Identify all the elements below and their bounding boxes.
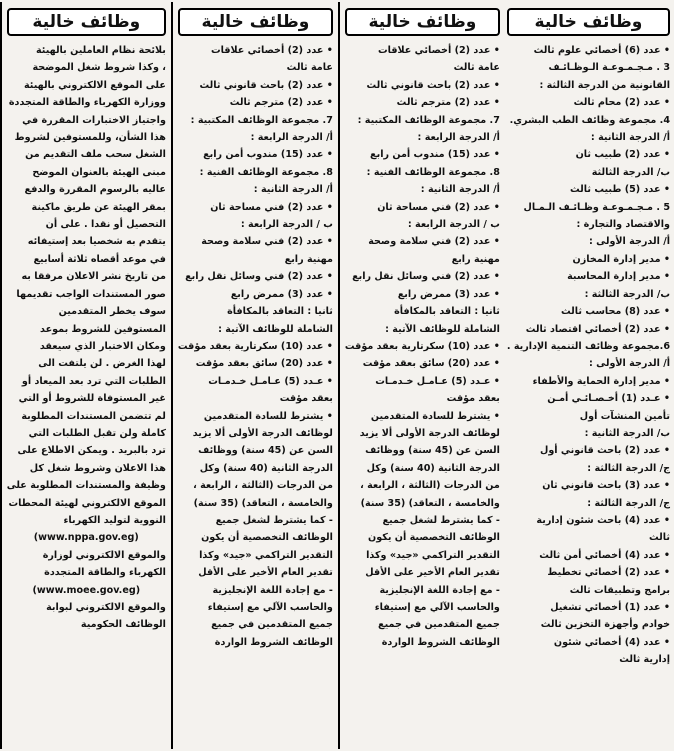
text-line: 7. مجموعة الوظائف المكتبية : <box>190 114 333 126</box>
text-line: والحاسب الآلي مع إستيفاء <box>374 602 500 613</box>
text-line: ترد بالبريد . ويمكن الاطلاع على <box>17 445 166 457</box>
text-line: ب/ الدرجة الثالثة <box>591 166 670 178</box>
text-line: • يشترط للسادة المتقدمين <box>370 410 500 422</box>
text-line: ج/ الدرجة الثالثة : <box>587 462 670 474</box>
text-line: عامة ثالث <box>453 62 500 74</box>
text-line: • عدد (2) فني مساحة ثان <box>377 201 500 213</box>
text-line: • عدد (10) سكرتارية بعقد مؤقت <box>344 340 500 352</box>
header-title: وظائف خالية <box>534 12 643 32</box>
text-line: • عدد (8) محاسب ثالث <box>561 306 670 318</box>
text-line: بمقر الهيئة عن طريق ماكينة <box>31 201 166 213</box>
text-line: • عدد (2) باحث قانوني ثالث <box>366 79 500 91</box>
text-line: • عدد (4) أخصائي أمن ثالث <box>539 549 670 561</box>
text-line: التقدير التراكمي «جيد» وكذا <box>366 549 500 561</box>
text-line: والخامسة ، التعاقد) (35 سنة) <box>360 497 500 509</box>
text-line: هذا الشأن، وللمستوفين لشروط <box>14 132 166 144</box>
text-line: والموقع الالكتروني لبوابة <box>46 602 166 613</box>
text-line: 8. مجموعة الوظائف الفنية : <box>199 166 333 178</box>
text-line: ثانيا : التعاقد بالمكافأة <box>227 306 333 318</box>
text-line: 6.مجموعة وظائف التنمية الإدارية . <box>506 340 670 352</box>
text-line: ج/ الدرجة الثالثة : <box>587 497 670 509</box>
text-line: • مدير إدارة المحاسبة <box>567 271 670 283</box>
text-line: • عدد (3) باحث قانوني ثان <box>542 480 670 492</box>
text-line: السن عن (45 سنة) ووظائف <box>365 445 500 457</box>
text-line: ، وكذا شروط شغل الموضحة <box>32 62 166 74</box>
text-line: لم تتضمن المستندات المطلوبة <box>21 410 166 422</box>
text-line: أ/ الدرجة الثانية : <box>420 184 500 196</box>
text-line: ثانيا : التعاقد بالمكافأة <box>394 306 500 318</box>
text-line: • عدد (2) فني مساحة ثان <box>210 201 333 213</box>
text-line: • عدد (2) مترجم ثالث <box>229 97 333 109</box>
text-line: التحصيل أو نقدا . على أن <box>45 219 166 231</box>
text-line: النووية لتوليد الكهرباء <box>63 514 166 526</box>
text-line: غير المستوفاة للشروط أو التي <box>18 393 166 405</box>
text-line: ووزارة الكهرباء والطاقة المتجددة <box>8 97 166 109</box>
column-header <box>345 8 500 36</box>
text-line: والحاسب الآلي مع إستيفاء <box>207 602 333 613</box>
text-line: القانونية من الدرجة الثالثة : <box>539 79 670 91</box>
text-line: • عدد (4) أخصائي شئون <box>553 636 670 648</box>
column-2 <box>338 2 502 749</box>
text-line: - كما يشترط لشغل جميع <box>382 514 500 526</box>
text-line: • عدد (2) فني وسائل نقل رابع <box>352 271 500 283</box>
column-3 <box>171 2 335 749</box>
text-line: • عـدد (5) عـامـل خـدمـات <box>208 375 333 387</box>
text-line: أ/ الدرجة الرابعة : <box>250 132 333 144</box>
text-line: الموقع الالكتروني لهيئة المحطات <box>8 497 166 509</box>
text-line: مبنى الهيئة بالعنوان الموضح <box>32 166 166 178</box>
text-line: • عدد (4) باحث شئون إدارية <box>536 514 670 526</box>
text-line: في موعد أقصاه ثلاثة أسابيع <box>33 253 166 265</box>
column-4 <box>0 2 168 749</box>
text-line: • عدد (2) أخصائي علاقات <box>377 45 500 56</box>
text-line: تقدير العام الأخير على الأقل <box>198 567 333 579</box>
text-line: • عدد (20) سائق بعقد مؤقت <box>362 358 500 370</box>
text-line: • عدد (2) طبيب ثان <box>575 149 670 161</box>
text-line: ب/ الدرجة الثالثة : <box>584 288 670 300</box>
text-line: الوظائف الحكومية <box>80 619 166 631</box>
text-line: الوظائف الشروط الواردة <box>214 636 333 648</box>
text-line: التقدير التراكمي «جيد» وكذا <box>199 549 333 561</box>
text-line: • عدد (3) ممرض رابع <box>230 288 333 300</box>
text-line: الشاملة للوظائف الآتية : <box>218 323 333 335</box>
text-line: • عدد (15) مندوب أمن رابع <box>370 149 500 161</box>
text-line: والموقع الالكتروني لوزارة <box>42 549 166 561</box>
text-line: الشغل سحب ملف التقديم من <box>25 149 166 161</box>
text-line: لوظائف الدرجة الأولى ألا يزيد <box>359 427 500 439</box>
text-line: ب/ الدرجة الثانية : <box>584 427 670 439</box>
text-line: 3 . مـجـمـوعـة الـوظـائـف <box>548 62 670 74</box>
text-line: • عدد (2) أخصائي تخطيط <box>547 567 670 579</box>
header-title: وظائف خالية <box>201 12 310 32</box>
text-line: 8. مجموعة الوظائف الفنية : <box>366 166 500 178</box>
text-line: - كما يشترط لشغل جميع <box>215 514 333 526</box>
text-line: والاقتصاد والتجارة : <box>576 219 670 231</box>
text-line: 4. مجموعة وظائف الطب البشري. <box>509 114 670 126</box>
text-line: جميع المتقدمين في جميع <box>211 619 333 631</box>
text-line: الدرجة الثانية (40 سنة) وكل <box>366 462 500 474</box>
text-line: 5 . مـجـمـوعـة وظـائـف الـمـال <box>523 201 670 213</box>
text-line[interactable]: (www.nppa.gov.eg) <box>33 532 139 544</box>
text-line: صور المستندات الواجب تقديمها <box>16 288 166 300</box>
text-line: ثالث <box>649 532 670 544</box>
newspaper-page <box>6 0 674 751</box>
column-body <box>5 42 168 749</box>
text-line: عاليه بالرسوم المقررة والدفع <box>24 184 166 196</box>
text-line: • عدد (2) فني سلامة وصحة <box>201 236 333 248</box>
text-line: • عدد (1) أخصائي تشغيل <box>550 602 670 613</box>
text-line: أ/ الدرجة الأولى : <box>588 236 670 248</box>
text-line: أ/ الدرجة الثانية : <box>253 184 333 196</box>
text-line: عامة ثالث <box>286 62 333 74</box>
text-line: أ/ الدرجة الثانية : <box>590 132 670 144</box>
text-line: - مع إجادة اللغة الإنجليزية <box>212 584 333 596</box>
text-line: • عـدد (5) عـامـل خـدمـات <box>375 375 500 387</box>
text-line: بعقد مؤقت <box>279 393 333 405</box>
column-body <box>176 42 335 749</box>
text-line: ومكان الاختبار الذي سيعقد <box>39 340 166 352</box>
text-line: • عدد (6) أخصائي علوم ثالث <box>533 45 670 56</box>
text-line: وظيفة والمستندات المطلوبة على <box>6 480 166 492</box>
text-line: على الموقع الالكتروني بالهيئة <box>23 79 166 91</box>
header-title: وظائف خالية <box>32 12 141 32</box>
text-line: • عدد (2) أخصائي اقتصاد ثالث <box>525 323 670 335</box>
text-line: • عدد (2) فني وسائل نقل رابع <box>185 271 333 283</box>
text-line: مهنية رابع <box>284 253 333 265</box>
text-line: • عدد (20) سائق بعقد مؤقت <box>195 358 333 370</box>
text-line[interactable]: (www.moee.gov.eg) <box>32 584 141 596</box>
text-line: السن عن (45 سنة) ووظائف <box>198 445 333 457</box>
text-line: بلائحة نظام العاملين بالهيئة <box>35 45 166 56</box>
text-line: المستوفين للشروط بموعد <box>40 323 166 335</box>
text-line: • عدد (2) باحث قانوني ثالث <box>199 79 333 91</box>
text-line: لهذا الغرض . لن يلتفت الى <box>38 358 166 370</box>
column-header <box>7 8 166 36</box>
text-line: خوادم وأجهزة التخزين ثالث <box>540 619 670 631</box>
text-line: ب / الدرجة الرابعة : <box>240 219 333 231</box>
text-line: 7. مجموعة الوظائف المكتبية : <box>357 114 500 126</box>
text-line: أ/ الدرجة الأولى : <box>588 358 670 370</box>
text-line: تأمين المنشآت أول <box>579 410 670 422</box>
text-line: • عدد (5) طبيب ثالث <box>570 184 670 196</box>
text-line: تقدير العام الأخير على الأقل <box>365 567 500 579</box>
text-line: جميع المتقدمين في جميع <box>378 619 500 631</box>
text-line: الطلبات التي ترد بعد الميعاد أو <box>21 375 166 387</box>
column-1 <box>505 2 672 749</box>
text-line: - مع إجادة اللغة الإنجليزية <box>379 584 500 596</box>
text-line: • عدد (2) محام ثالث <box>573 97 670 109</box>
text-line: • عدد (10) سكرتارية بعقد مؤقت <box>177 340 333 352</box>
column-body <box>343 42 502 749</box>
text-line: الدرجة الثانية (40 سنة) وكل <box>199 462 333 474</box>
text-line: يتقدم به شخصيا بعد إستيفائه <box>27 236 166 248</box>
text-line: • عدد (2) أخصائي علاقات <box>210 45 333 56</box>
text-line: الوظائف التخصصية أن يكون <box>201 532 333 544</box>
text-line: من الدرجات (الثالثة ، الرابعة ، <box>360 480 500 492</box>
text-line: كاملة ولن تقبل الطلبات التي <box>28 427 166 439</box>
text-line: من الدرجات (الثالثة ، الرابعة ، <box>193 480 333 492</box>
column-header <box>178 8 333 36</box>
column-body <box>505 42 672 749</box>
text-line: هذا الاعلان وشروط شغل كل <box>29 462 166 474</box>
text-line: بعقد مؤقت <box>446 393 500 405</box>
text-line: الكهرباء والطاقة المتجددة <box>44 567 166 579</box>
text-line: مهنية رابع <box>451 253 500 265</box>
text-line: واجتياز الاختبارات المقررة في <box>22 114 166 126</box>
text-line: أ/ الدرجة الرابعة : <box>417 132 500 144</box>
text-line: إدارية ثالث <box>619 654 670 666</box>
text-line: ب / الدرجة الرابعة : <box>407 219 500 231</box>
text-line: • عدد (2) باحث قانوني أول <box>540 445 670 457</box>
text-line: من تاريخ نشر الاعلان مرفقا به <box>21 271 166 283</box>
text-line: لوظائف الدرجة الأولى ألا يزيد <box>192 427 333 439</box>
text-line: الشاملة للوظائف الآتية : <box>385 323 500 335</box>
text-line: • عدد (15) مندوب أمن رابع <box>203 149 333 161</box>
text-line: الوظائف الشروط الواردة <box>381 636 500 648</box>
column-header <box>507 8 670 36</box>
header-title: وظائف خالية <box>368 12 477 32</box>
text-line: الوظائف التخصصية أن يكون <box>368 532 500 544</box>
text-line: • عدد (3) ممرض رابع <box>397 288 500 300</box>
text-line: • عدد (2) مترجم ثالث <box>396 97 500 109</box>
text-line: والخامسة ، التعاقد) (35 سنة) <box>193 497 333 509</box>
text-line: برامج وتطبيقات ثالث <box>569 584 670 596</box>
text-line: • عـدد (1) أخـصـائـي أمـن <box>547 393 670 405</box>
text-line: • مدير إدارة المخازن <box>572 253 670 265</box>
text-line: • يشترط للسادة المتقدمين <box>203 410 333 422</box>
text-line: • عدد (2) فني سلامة وصحة <box>368 236 500 248</box>
text-line: سوف يخطر المتقدمين <box>58 306 166 318</box>
text-line: • مدير إدارة الحماية والأطفاء <box>532 375 670 387</box>
